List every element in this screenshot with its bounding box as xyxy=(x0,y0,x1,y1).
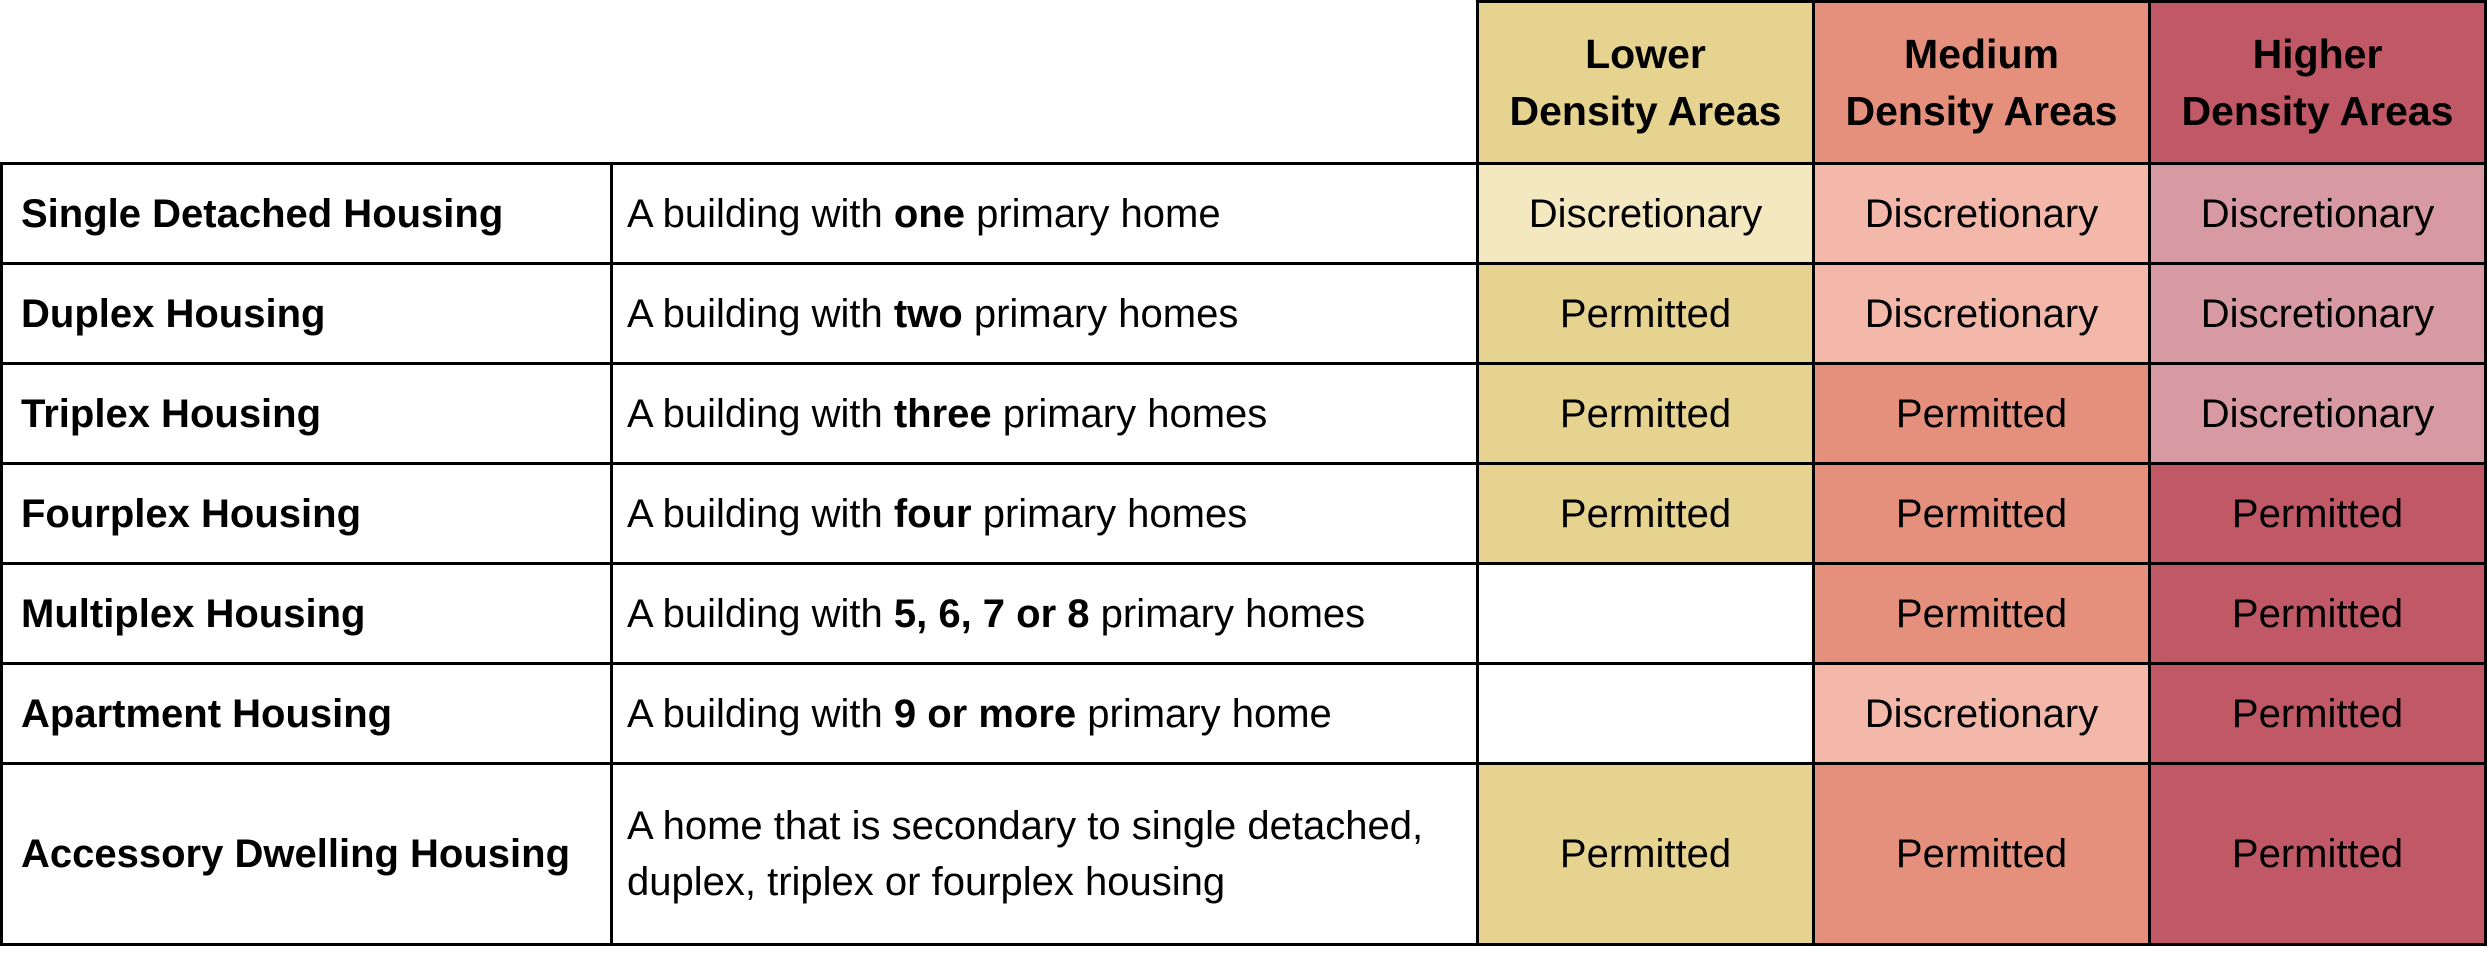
housing-description-cell xyxy=(612,164,1478,264)
column-header-line1: Higher xyxy=(2252,30,2383,77)
description-text-end: primary homes xyxy=(991,391,1268,436)
status-label: Discretionary xyxy=(2200,291,2435,336)
description-text: A home that is secondary to single detached, duplex, triplex or fourplex housing xyxy=(627,804,1424,904)
column-header-higher-density xyxy=(2150,2,2486,164)
description-emphasis: one xyxy=(893,191,965,236)
housing-type-cell xyxy=(2,364,612,464)
description-text-end: primary homes xyxy=(962,291,1239,336)
housing-description-cell xyxy=(612,464,1478,564)
status-label: Permitted xyxy=(2231,691,2404,736)
description-text: A building with xyxy=(627,591,894,636)
description-text: A building with xyxy=(627,491,894,536)
header-spacer xyxy=(2,2,1478,164)
housing-description-cell xyxy=(612,564,1478,664)
table-row xyxy=(2,264,2486,364)
housing-type-cell xyxy=(2,664,612,764)
housing-type-label: Duplex Housing xyxy=(21,291,326,336)
column-header-line1: Lower xyxy=(1585,30,1706,77)
status-cell-high-density xyxy=(2150,364,2486,464)
description-text-end: primary home xyxy=(964,191,1221,236)
status-cell-low-density xyxy=(1478,764,1814,945)
status-label: Discretionary xyxy=(2200,191,2435,236)
status-label: Permitted xyxy=(2231,491,2404,536)
status-cell-med-density xyxy=(1814,264,2150,364)
status-cell-high-density xyxy=(2150,764,2486,945)
status-label: Permitted xyxy=(1559,832,1732,876)
column-header-medium-density xyxy=(1814,2,2150,164)
description-text: A building with xyxy=(627,191,894,236)
density-header-row xyxy=(2,2,2486,164)
status-label: Discretionary xyxy=(1864,291,2099,336)
status-cell-low-density xyxy=(1478,164,1814,264)
status-cell-med-density xyxy=(1814,764,2150,945)
housing-type-cell xyxy=(2,464,612,564)
housing-type-cell xyxy=(2,164,612,264)
table-row xyxy=(2,364,2486,464)
description-text-end: primary homes xyxy=(1089,591,1366,636)
status-cell-low-density xyxy=(1478,464,1814,564)
status-label: Discretionary xyxy=(2200,391,2435,436)
status-cell-med-density xyxy=(1814,664,2150,764)
status-label: Permitted xyxy=(1559,391,1732,436)
status-cell-low-density xyxy=(1478,364,1814,464)
housing-description-cell xyxy=(612,764,1478,945)
status-label: Permitted xyxy=(1895,391,2068,436)
column-header-line1: Medium xyxy=(1904,30,2059,77)
housing-description-cell xyxy=(612,264,1478,364)
housing-type-label: Single Detached Housing xyxy=(21,191,504,236)
status-cell-low-density xyxy=(1478,264,1814,364)
housing-description-cell xyxy=(612,364,1478,464)
description-emphasis: four xyxy=(893,491,972,536)
status-label: Permitted xyxy=(2231,832,2404,876)
housing-type-label: Apartment Housing xyxy=(21,691,393,736)
status-cell-low-density xyxy=(1478,564,1814,664)
description-text: A building with xyxy=(627,391,894,436)
housing-type-label: Fourplex Housing xyxy=(21,491,361,536)
status-cell-high-density xyxy=(2150,164,2486,264)
status-cell-med-density xyxy=(1814,464,2150,564)
table-row xyxy=(2,564,2486,664)
table-row xyxy=(2,464,2486,564)
housing-description-cell xyxy=(612,664,1478,764)
status-label: Permitted xyxy=(1895,491,2068,536)
housing-type-cell xyxy=(2,264,612,364)
description-emphasis: 9 or more xyxy=(893,691,1077,736)
status-cell-low-density xyxy=(1478,664,1814,764)
status-cell-med-density xyxy=(1814,164,2150,264)
status-cell-med-density xyxy=(1814,364,2150,464)
status-cell-high-density xyxy=(2150,464,2486,564)
description-text-end: primary home xyxy=(1076,691,1332,736)
column-header-line2: Density Areas xyxy=(1845,87,2118,134)
description-emphasis: 5, 6, 7 or 8 xyxy=(893,591,1090,636)
column-header-line2: Density Areas xyxy=(2181,87,2454,134)
housing-type-label: Multiplex Housing xyxy=(21,591,366,636)
status-label: Discretionary xyxy=(1528,191,1763,236)
status-label: Permitted xyxy=(2231,591,2404,636)
housing-type-cell xyxy=(2,564,612,664)
housing-type-label: Triplex Housing xyxy=(21,391,322,436)
description-text: A building with xyxy=(627,691,894,736)
status-label: Permitted xyxy=(1559,491,1732,536)
status-cell-high-density xyxy=(2150,564,2486,664)
description-text: A building with xyxy=(627,291,894,336)
status-label: Permitted xyxy=(1895,591,2068,636)
status-label: Discretionary xyxy=(1864,691,2099,736)
table-row xyxy=(2,664,2486,764)
housing-type-label: Accessory Dwelling Housing xyxy=(21,832,571,876)
status-label: Permitted xyxy=(1559,291,1732,336)
column-header-lower-density xyxy=(1478,2,1814,164)
description-emphasis: three xyxy=(893,391,992,436)
table-row xyxy=(2,764,2486,945)
status-label: Discretionary xyxy=(1864,191,2099,236)
housing-type-cell xyxy=(2,764,612,945)
status-cell-high-density xyxy=(2150,264,2486,364)
description-text-end: primary homes xyxy=(971,491,1248,536)
table-row xyxy=(2,164,2486,264)
column-header-line2: Density Areas xyxy=(1509,87,1782,134)
status-cell-high-density xyxy=(2150,664,2486,764)
description-emphasis: two xyxy=(893,291,963,336)
status-cell-med-density xyxy=(1814,564,2150,664)
status-label: Permitted xyxy=(1895,832,2068,876)
